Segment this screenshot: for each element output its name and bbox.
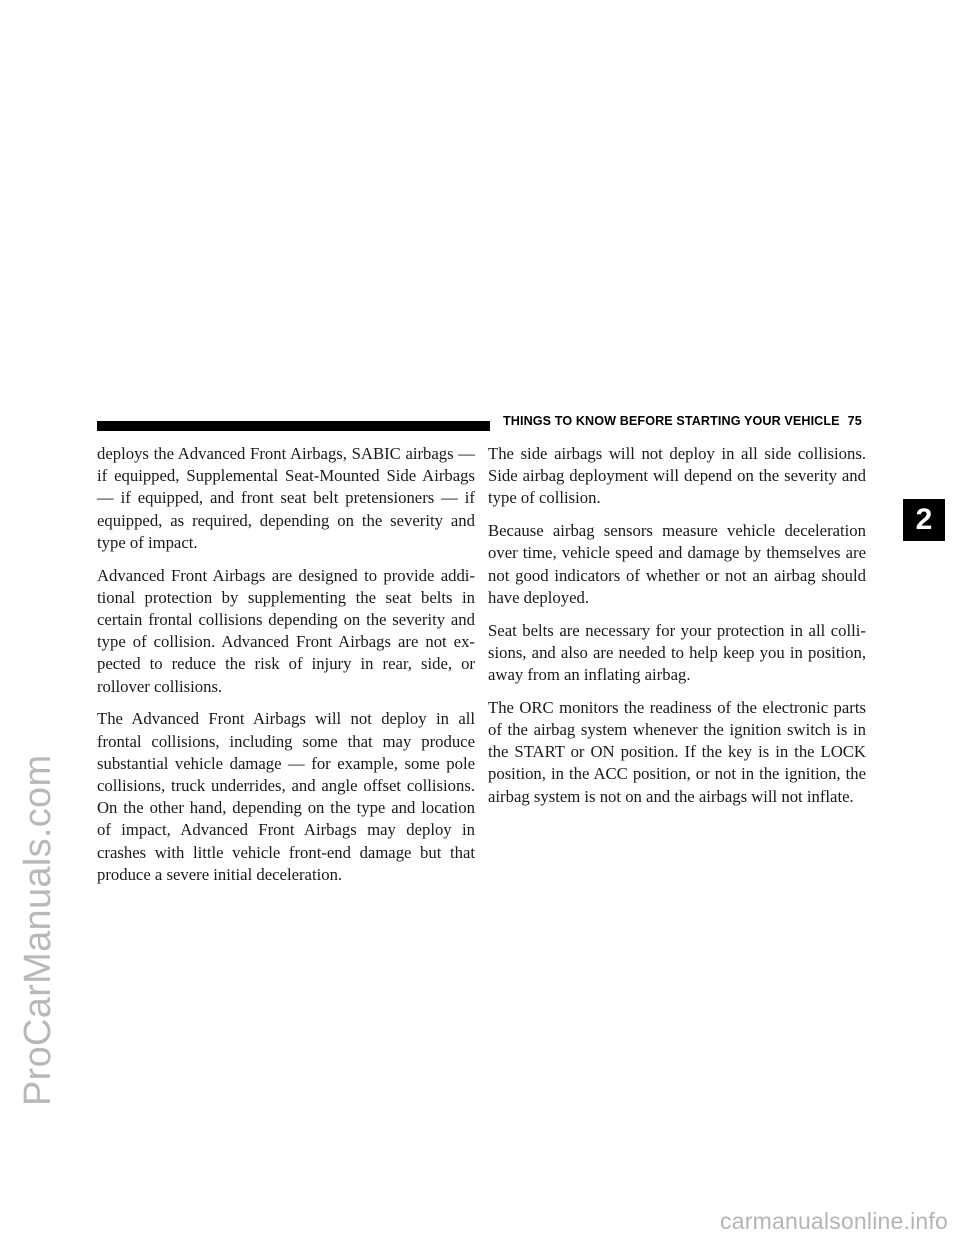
side-watermark-text: ProCarManuals.com bbox=[17, 754, 59, 1106]
paragraph: The ORC monitors the readiness of the electronic parts of the airbag system whenever the ignition switch is in the START or ON position. If the key is in the LOCK position, in the ACC position, or not in the ignition, the airbag system is not on and the airbags will not inflate. bbox=[488, 697, 866, 806]
left-column bbox=[97, 443, 475, 897]
paragraph: Advanced Front Airbags are designed to provide addi-tional protection by supplementing the seat belts in certain frontal collisions depending on the severity and type of collision. Advanced Front Airbags are not ex-pected to reduce the risk of injury in rear, side, or rollover collisions. bbox=[97, 565, 475, 696]
running-header bbox=[503, 414, 883, 428]
paragraph: Because airbag sensors measure vehicle deceleration over time, vehicle speed and damage by themselves are not good indicators of whether or not an airbag should have deployed. bbox=[488, 521, 866, 607]
paragraph: Seat belts are necessary for your protection in all colli-sions, and also are needed to help keep you in position, away from an inflating airbag. bbox=[488, 620, 866, 685]
footer-watermark: carmanualsonline.info bbox=[720, 1208, 948, 1234]
page-number: 75 bbox=[847, 414, 862, 428]
chapter-tab: 2 bbox=[903, 499, 945, 541]
section-title: THINGS TO KNOW BEFORE STARTING YOUR VEHICLE bbox=[503, 414, 840, 428]
paragraph: The side airbags will not deploy in all side collisions. Side airbag deployment will depend on the severity and type of collision. bbox=[488, 444, 866, 508]
right-column bbox=[488, 443, 866, 818]
paragraph: The Advanced Front Airbags will not deploy in all frontal collisions, including some that may produce substantial vehicle damage — for example, some pole collisions, truck underrides, and angle offset collisions. On the other hand, depending on the type and location of impact, Advanced Front Airbags may deploy in crashes with little vehicle front-end damage but that produce a severe initial deceleration. bbox=[97, 709, 475, 884]
header-rule-bar bbox=[97, 421, 490, 431]
side-watermark bbox=[8, 242, 78, 1242]
paragraph: deploys the Advanced Front Airbags, SABIC airbags — if equipped, Supplemental Seat-Mounted Side Airbags — if equipped, and front seat belt pretensioners — if equipped, as required, depending on the severity and type of impact. bbox=[97, 444, 475, 552]
